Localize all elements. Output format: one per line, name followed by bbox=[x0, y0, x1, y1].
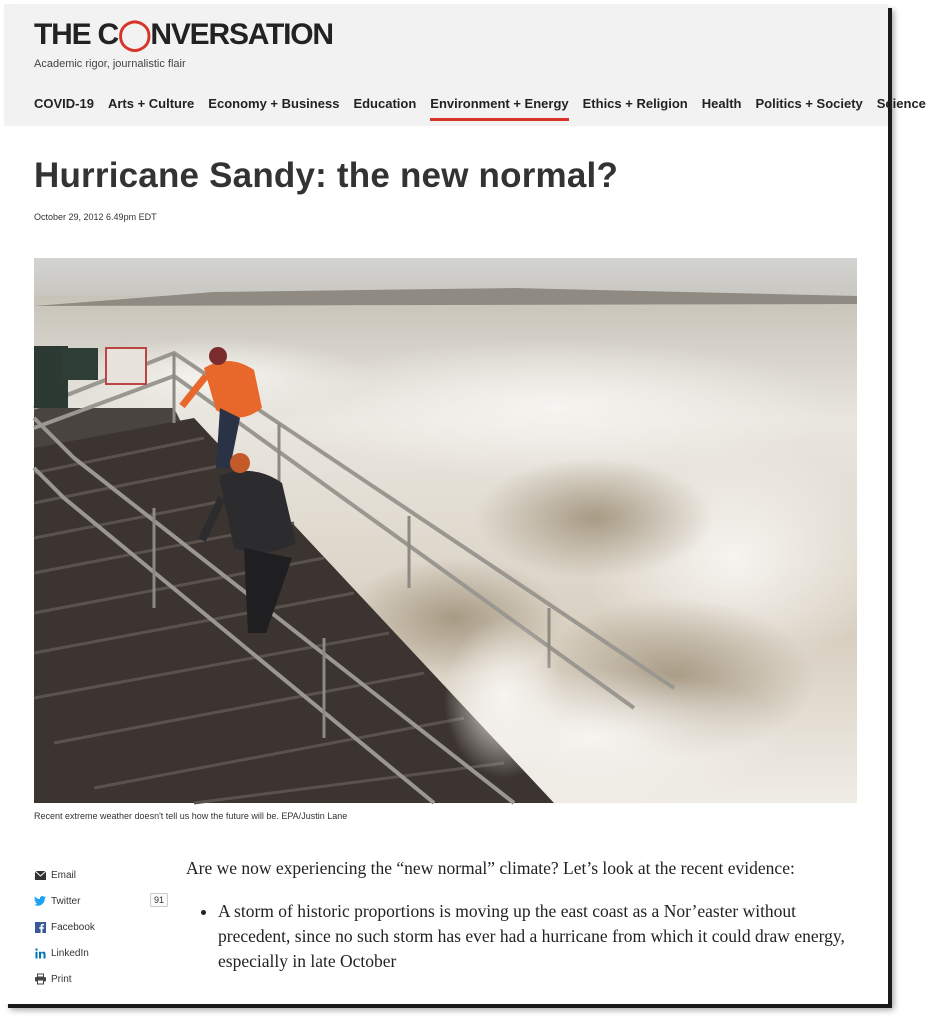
article-date: October 29, 2012 6.49pm EDT bbox=[34, 212, 157, 222]
article-title: Hurricane Sandy: the new normal? bbox=[34, 156, 619, 195]
photo-caption: Recent extreme weather doesn't tell us how the future will be. EPA/Justin Lane bbox=[34, 811, 348, 821]
share-linkedin[interactable] bbox=[34, 940, 174, 966]
nav-item-science[interactable]: Science bbox=[876, 96, 926, 111]
list-item: • A storm of historic proportions is moving up the east coast as a Nor’easter without precedent, since no such storm has ever had a hurricane from which it could draw energy, especially in late October bbox=[218, 899, 856, 974]
share-facebook-label: Facebook bbox=[51, 921, 95, 933]
article-body bbox=[186, 856, 856, 974]
share-twitter[interactable] bbox=[34, 888, 174, 914]
facebook-icon bbox=[34, 921, 46, 933]
article-photo[interactable] bbox=[34, 258, 857, 803]
site-logo[interactable]: THE C◯NVERSATION bbox=[34, 18, 333, 51]
share-panel bbox=[34, 862, 174, 992]
share-print-label: Print bbox=[51, 973, 72, 985]
evidence-list bbox=[186, 899, 856, 974]
share-linkedin-label: LinkedIn bbox=[51, 947, 89, 959]
nav-item-covid[interactable]: COVID-19 bbox=[34, 96, 94, 111]
site-header bbox=[4, 4, 926, 126]
share-email[interactable] bbox=[34, 862, 174, 888]
nav-item-health[interactable]: Health bbox=[701, 96, 742, 111]
nav-item-economy-business[interactable]: Economy + Business bbox=[208, 96, 340, 111]
section-nav bbox=[34, 96, 940, 121]
share-email-label: Email bbox=[51, 869, 77, 881]
nav-item-arts-culture[interactable]: Arts + Culture bbox=[107, 96, 195, 111]
share-print[interactable] bbox=[34, 966, 174, 992]
site-tagline: Academic rigor, journalistic flair bbox=[34, 58, 186, 70]
nav-item-politics-society[interactable]: Politics + Society bbox=[755, 96, 863, 111]
nav-item-ethics-religion[interactable]: Ethics + Religion bbox=[582, 96, 688, 111]
nav-item-education[interactable]: Education bbox=[353, 96, 417, 111]
nav-item-environment-energy[interactable]: Environment + Energy bbox=[430, 96, 568, 121]
linkedin-icon bbox=[34, 947, 46, 959]
article-intro: Are we now experiencing the “new normal” climate? Let’s look at the recent evidence: bbox=[186, 858, 795, 878]
share-twitter-label: Twitter bbox=[51, 895, 81, 907]
envelope-icon bbox=[34, 869, 46, 881]
printer-icon bbox=[34, 973, 46, 985]
page-frame bbox=[4, 4, 926, 1004]
twitter-share-count: 91 bbox=[150, 893, 168, 907]
share-facebook[interactable] bbox=[34, 914, 174, 940]
twitter-bird-icon bbox=[34, 895, 46, 907]
storm-surf-boardwalk-image bbox=[34, 258, 857, 803]
